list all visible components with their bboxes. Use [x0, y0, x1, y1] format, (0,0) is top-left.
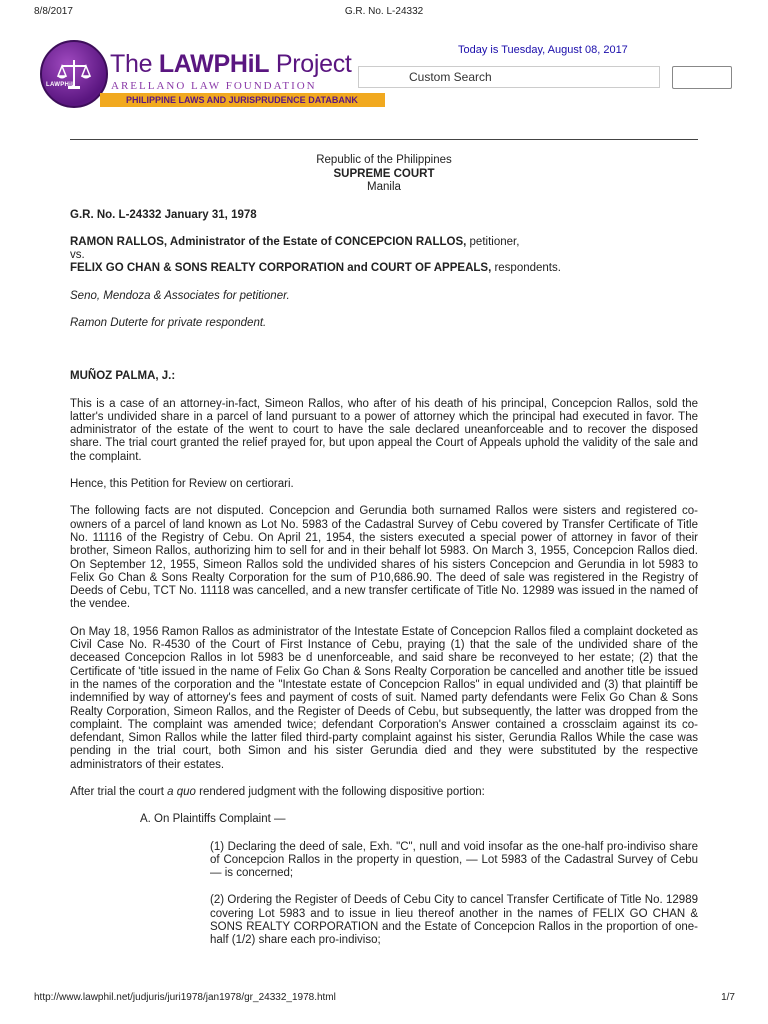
- today-date: Today is Tuesday, August 08, 2017: [458, 44, 628, 56]
- section-a-heading: A. On Plaintiffs Complaint —: [140, 813, 286, 826]
- paragraph-3: The following facts are not disputed. Concepcion and Gerundia both surnamed Rallos were sisters and registered co-owners of a parcel of land known as Lot No. 5983 of the Cadastral Survey of Cebu covered by Transfer Certificate of Title No. 11116 of the Registry of Cebu. On April 21, 1954, the sisters executed a special power of attorney in favor of their brother, Simeon Rallos, authorizing him to sell for and in their behalf lot 5983. On March 3, 1955, Concepcion Rallos died. On September 12, 1955, Simeon Rallos sold the undivided shares of his sisters Concepcion and Gerundia in lot 5983 to Felix Go Chan & Sons Realty Corporation for the sum of P10,686.90. The deed of sale was registered in the Registry of Deeds of Cebu, TCT No. 11118 was cancelled, and a new transfer certificate of Title No. 12989 was issued in the named of the vendee.: [70, 505, 698, 611]
- counsel-respondent: Ramon Duterte for private respondent.: [70, 316, 267, 329]
- search-button[interactable]: [672, 66, 732, 89]
- paragraph-4: On May 18, 1956 Ramon Rallos as administrator of the Intestate Estate of Concepcion Rallos filed a complaint docketed as Civil Case No. R-4530 of the Court of First Instance of Cebu, praying (1) that the sale of the undivided share of the deceased Concepcion Rallos in lot 5983 be d unenforceable, and said share be reconveyed to her estate; (2) that the Certificate of 'title issued in the name of Felix Go Chan & Sons Realty Corporation be cancelled and another title be issued in the names of the corporation and the "Intestate estate of Concepcion Rallos" in equal undivided and (3) that plaintiff be indemnified by way of attorney's fees and payment of costs of suit. Named party defendants were Felix Go Chan & Sons Realty Corporation, Simeon Rallos, and the Register of Deeds of Cebu, but subsequently, the latter was dropped from the complaint. The complaint was amended twice; defendant Corporation's Answer contained a crossclaim against its co-defendant, Simon Rallos while the latter filed third-party complaint against his sister, Gerundia Rallos While the case was pending in the trial court, both Simon and his sister Gerundia died and they were substituted by the respective administrators of their estates.: [70, 625, 698, 771]
- logo-badge-text: LAWPHiL: [46, 82, 76, 88]
- print-date: 8/8/2017: [34, 6, 73, 17]
- republic-line: Republic of the Philippines: [316, 154, 452, 166]
- versus: vs.: [70, 249, 85, 262]
- paragraph-1: This is a case of an attorney-in-fact, Simeon Rallos, who after of his death of his principal, Concepcion Rallos, sold the latter's undivided share in a parcel of land pursuant to a power of attorney which the principal had executed in favor. The administrator of the estate of the went to court to have the sale declared uneanforceable and to recover the disposed share. The trial court granted the relief prayed for, but upon appeal the Court of Appeals uphold the validity of the sale and the complaint.: [70, 397, 698, 463]
- petitioner-role: petitioner,: [466, 235, 520, 248]
- page-count: 1/7: [721, 992, 735, 1003]
- brand-title: The LAWPHiL Project: [110, 50, 352, 78]
- disposition-item-2: (2) Ordering the Register of Deeds of Cebu City to cancel Transfer Certificate of Title No. 12989 covering Lot 5983 and to issue in lieu thereof another in the names of FELIX GO CHAN & SONS REALTY CORPORATION and the Estate of Concepcion Rallos in the proportion of one-half (1/2) share each pro-indiviso;: [210, 894, 698, 947]
- scales-of-justice-icon: [40, 40, 108, 108]
- gr-number: G.R. No. L-24332 January 31, 1978: [70, 208, 257, 221]
- court-name: SUPREME COURT: [333, 167, 435, 180]
- print-title: G.R. No. L-24332: [344, 6, 424, 17]
- lawphil-logo[interactable]: [40, 40, 360, 118]
- ponente: MUÑOZ PALMA, J.:: [70, 370, 176, 383]
- databank-banner: PHILIPPINE LAWS AND JURISPRUDENCE DATABANK: [100, 93, 385, 107]
- court-heading: [70, 154, 698, 195]
- court-city: Manila: [367, 181, 401, 193]
- petitioner-name: RAMON RALLOS, Administrator of the Estate of CONCEPCION RALLOS,: [70, 235, 467, 248]
- custom-search-input[interactable]: Custom Search: [358, 66, 660, 88]
- disposition-item-1: (1) Declaring the deed of sale, Exh. "C", null and void insofar as the one-half pro-indiviso share of Concepcion Rallos in the property in question, — Lot 5983 of the Cadastral Survey of Cebu — is concerned;: [210, 840, 698, 880]
- case-parties: [70, 236, 698, 276]
- foundation-name: ARELLANO LAW FOUNDATION: [111, 80, 317, 92]
- print-header: [0, 6, 768, 20]
- respondent-role: respondents.: [491, 262, 561, 275]
- page-url: http://www.lawphil.net/judjuris/juri1978/jan1978/gr_24332_1978.html: [34, 992, 336, 1003]
- paragraph-5: After trial the court a quo rendered judgment with the following dispositive portion:: [70, 786, 485, 798]
- decision-content: [70, 154, 698, 948]
- header-divider: [70, 139, 698, 140]
- respondent-name: FELIX GO CHAN & SONS REALTY CORPORATION and COURT OF APPEALS,: [70, 262, 492, 275]
- paragraph-2: Hence, this Petition for Review on certiorari.: [70, 478, 294, 491]
- counsel-petitioner: Seno, Mendoza & Associates for petitioner.: [70, 289, 290, 302]
